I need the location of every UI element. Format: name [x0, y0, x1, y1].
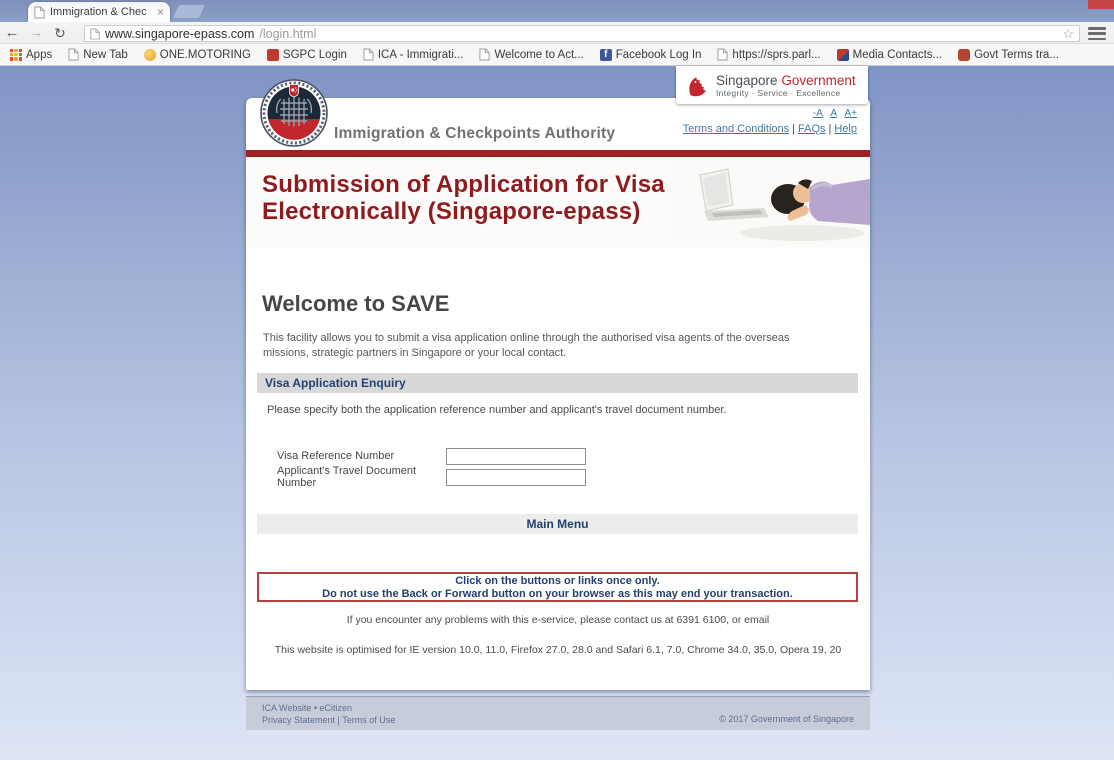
gov-tagline: Integrity · Service · Excellence: [716, 87, 841, 98]
bookmark-sprs[interactable]: https://sprs.parl...: [717, 48, 820, 61]
ica-crest-icon: [259, 78, 329, 148]
font-increase-link[interactable]: A+: [844, 108, 857, 119]
bookmark-one-motoring[interactable]: ONE.MOTORING: [144, 49, 251, 61]
red-divider-bar: [246, 150, 870, 157]
privacy-statement-link[interactable]: Privacy Statement: [262, 715, 336, 725]
tab-title: Immigration & Chec: [50, 6, 147, 18]
browser-tab[interactable]: [28, 2, 170, 22]
browser-toolbar: [0, 22, 1114, 44]
visa-reference-label: Visa Reference Number: [277, 450, 395, 462]
warning-line-1: Click on the buttons or links once only.: [455, 575, 660, 587]
webpage-viewport: [0, 66, 1114, 760]
reload-icon[interactable]: ↻: [54, 24, 66, 41]
ecitizen-link[interactable]: eCitizen: [319, 703, 353, 713]
lion-head-icon: [684, 72, 710, 98]
page-icon: [68, 48, 79, 61]
bookmark-apps[interactable]: Apps: [10, 49, 52, 61]
page-icon: [34, 6, 45, 19]
window-close-icon[interactable]: [1088, 0, 1114, 9]
govt-terms-icon: [958, 49, 970, 61]
bookmarks-bar: [0, 44, 1114, 66]
facebook-icon: f: [600, 49, 612, 61]
travel-document-row: [277, 465, 586, 489]
warning-box: [257, 572, 858, 602]
tab-strip: [0, 0, 1114, 22]
bookmark-new-tab[interactable]: New Tab: [68, 48, 128, 61]
terms-of-use-link[interactable]: Terms of Use: [342, 715, 396, 725]
site-footer: [246, 696, 870, 730]
travel-document-label: Applicant's Travel Document Number: [277, 465, 417, 489]
menu-icon[interactable]: [1088, 27, 1106, 40]
faqs-link[interactable]: FAQs: [798, 123, 826, 135]
help-link[interactable]: Help: [834, 123, 857, 135]
visa-reference-input[interactable]: [446, 448, 586, 465]
enquiry-instruction: Please specify both the application reference number and applicant's travel document number.: [267, 404, 727, 416]
main-menu-bar[interactable]: Main Menu: [257, 514, 858, 534]
font-normal-link[interactable]: A: [830, 108, 838, 119]
terms-conditions-link[interactable]: Terms and Conditions: [682, 123, 790, 135]
warning-line-2: Do not use the Back or Forward button on your browser as this may end your transaction.: [322, 588, 793, 600]
page-icon: [479, 48, 490, 61]
visa-reference-row: [277, 447, 586, 465]
url-path: /login.html: [259, 26, 317, 41]
page-banner: [246, 157, 870, 249]
font-size-controls: [683, 103, 857, 121]
welcome-heading: Welcome to SAVE: [262, 291, 450, 316]
bookmark-welcome[interactable]: Welcome to Act...: [479, 48, 583, 61]
page-icon: [717, 48, 728, 61]
font-decrease-link[interactable]: -A: [812, 108, 823, 119]
bookmark-star-icon[interactable]: ☆: [1062, 25, 1074, 41]
copyright-text: © 2017 Government of Singapore: [719, 714, 854, 724]
intro-text: This facility allows you to submit a visa application online through the authorised visa agents of the overseas missions, strategic partners in Singapore or your local contact.: [263, 332, 790, 359]
bookmark-media-contacts[interactable]: Media Contacts...: [837, 49, 942, 61]
footer-links: ICA Website • eCitizen Privacy Statement | Terms of Use: [262, 703, 396, 725]
address-bar[interactable]: [84, 25, 1080, 42]
apps-grid-icon: [10, 49, 22, 61]
banner-photo-person-laptop: [672, 159, 870, 247]
forward-icon[interactable]: →: [28, 23, 44, 41]
browser-support-note: This website is optimised for IE version 10.0, 11.0, Firefox 27.0, 28.0 and Safari 6.1, 7.0, Chrome 34.0, 35.0, Opera 19, 20: [274, 644, 842, 656]
section-header-visa-enquiry: Visa Application Enquiry: [257, 373, 858, 393]
header-nav-links: Terms and Conditions | FAQs | Help: [682, 123, 857, 135]
contact-note: If you encounter any problems with this e-service, please contact us at 6391 6100, or email: [346, 614, 770, 626]
gov-brand: Singapore Government: [716, 72, 856, 88]
media-contacts-icon: [837, 49, 849, 61]
back-icon[interactable]: ←: [4, 23, 20, 41]
url-domain: www.singapore-epass.com: [105, 26, 255, 41]
ica-website-link[interactable]: ICA Website: [262, 703, 312, 713]
singapore-government-banner: [676, 66, 868, 104]
header-links: [683, 103, 857, 135]
new-tab-button[interactable]: [173, 5, 205, 18]
page-icon: [363, 48, 374, 61]
page-icon: [90, 28, 100, 40]
agency-name: Immigration & Checkpoints Authority: [334, 125, 616, 142]
page-title: Submission of Application for Visa Electronically (Singapore-epass): [262, 171, 665, 225]
content-card: [246, 98, 870, 690]
bookmark-sgpc-login[interactable]: SGPC Login: [267, 49, 347, 61]
bookmark-ica[interactable]: ICA - Immigrati...: [363, 48, 464, 61]
sgpc-crest-icon: [267, 49, 279, 61]
bookmark-govt-terms[interactable]: Govt Terms tra...: [958, 49, 1059, 61]
one-motoring-icon: [144, 49, 156, 61]
bookmark-facebook[interactable]: f Facebook Log In: [600, 49, 702, 61]
travel-document-input[interactable]: [446, 469, 586, 486]
tab-close-icon[interactable]: ×: [156, 5, 164, 19]
